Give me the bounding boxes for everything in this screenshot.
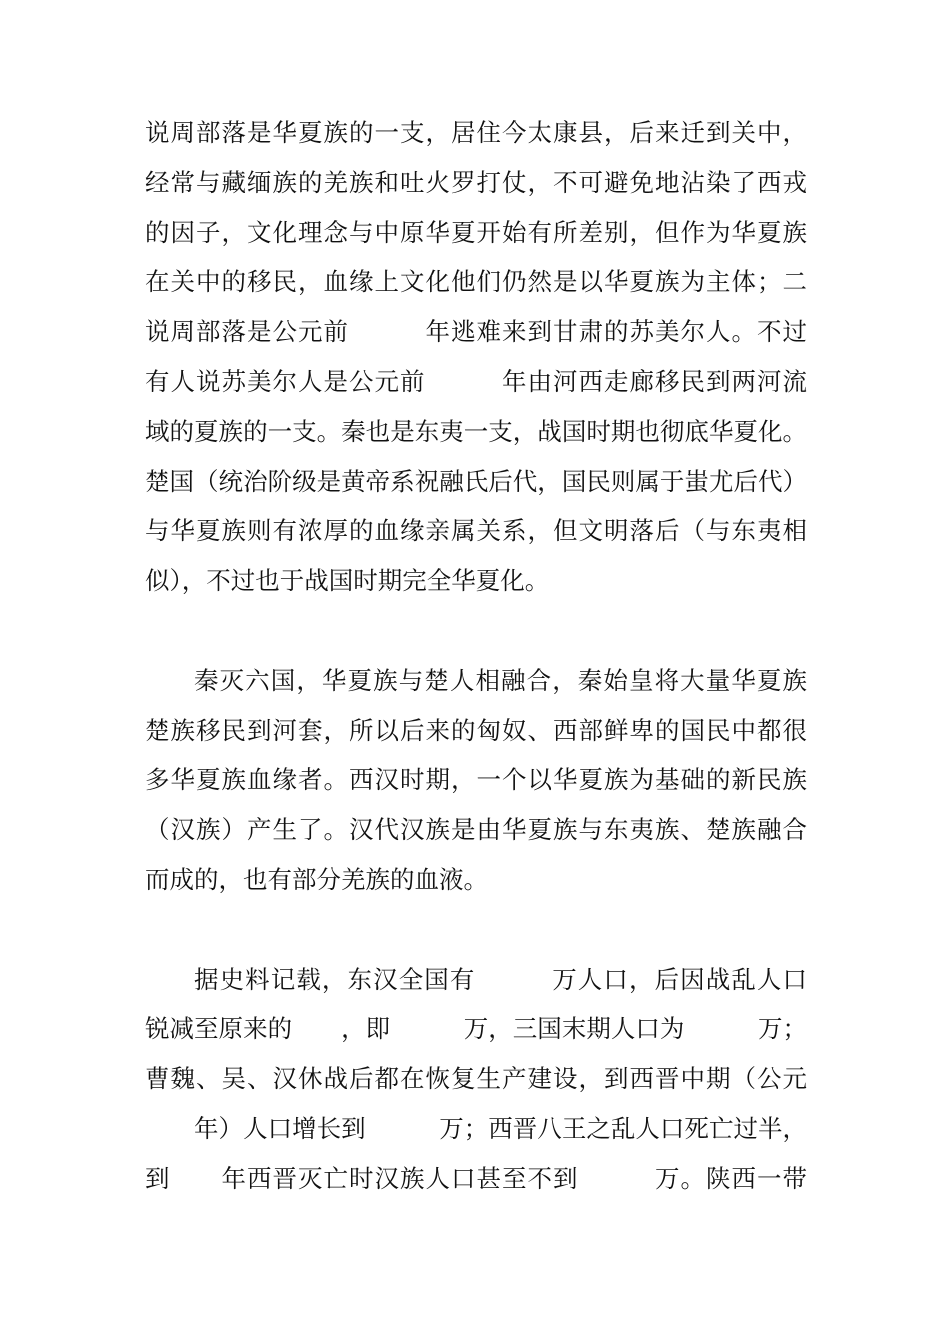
text-line: 秦灭六国，华夏族与楚人相融合，秦始皇将大量华夏族 (194, 665, 807, 695)
paragraph-gap (145, 905, 807, 955)
text-line: 说周部落是公元前 年逃难来到甘肃的苏美尔人。不过 (145, 317, 807, 347)
text-line: 说周部落是华夏族的一支，居住今太康县，后来迁到关中， (145, 118, 807, 147)
text-line: 年）人口增长到 万；西晋八王之乱人口死亡过半， (145, 1113, 807, 1143)
text-line: 似），不过也于战国时期完全华夏化。 (145, 566, 550, 596)
text-line: 据史料记载，东汉全国有 万人口，后因战乱人口 (194, 964, 807, 994)
text-line: 而成的，也有部分羌族的血液。 (145, 864, 488, 894)
paragraph-2 (145, 656, 807, 905)
text-line: 域的夏族的一支。秦也是东夷一支，战国时期也彻底华夏化。 (145, 416, 807, 446)
document-body (145, 108, 807, 1204)
text-line: 在关中的移民，血缘上文化他们仍然是以华夏族为主体；二 (145, 267, 807, 297)
text-line: 经常与藏缅族的羌族和吐火罗打仗，不可避免地沾染了西戎 (145, 167, 807, 197)
text-line: 有人说苏美尔人是公元前 年由河西走廊移民到两河流 (145, 366, 807, 396)
text-line: 楚国（统治阶级是黄帝系祝融氏后代，国民则属于蚩尤后代） (145, 466, 807, 496)
text-line: 楚族移民到河套，所以后来的匈奴、西部鲜卑的国民中都很 (145, 715, 807, 745)
text-line: 的因子，文化理念与中原华夏开始有所差别，但作为华夏族 (145, 217, 807, 247)
text-line: 曹魏、吴、汉休战后都在恢复生产建设，到西晋中期（公元 (145, 1064, 807, 1094)
text-line: 多华夏族血缘者。西汉时期，一个以华夏族为基础的新民族 (145, 765, 807, 795)
paragraph-3 (145, 955, 807, 1204)
text-line: 锐减至原来的 ，即 万，三国末期人口为 万； (145, 1014, 807, 1044)
paragraph-gap (145, 606, 807, 656)
text-line: 与华夏族则有浓厚的血缘亲属关系，但文明落后（与东夷相 (145, 516, 807, 546)
paragraph-1 (145, 108, 807, 606)
text-line: （汉族）产生了。汉代汉族是由华夏族与东夷族、楚族融合 (145, 815, 807, 845)
text-line: 到 年西晋灭亡时汉族人口甚至不到 万。陕西一带 (145, 1163, 807, 1193)
